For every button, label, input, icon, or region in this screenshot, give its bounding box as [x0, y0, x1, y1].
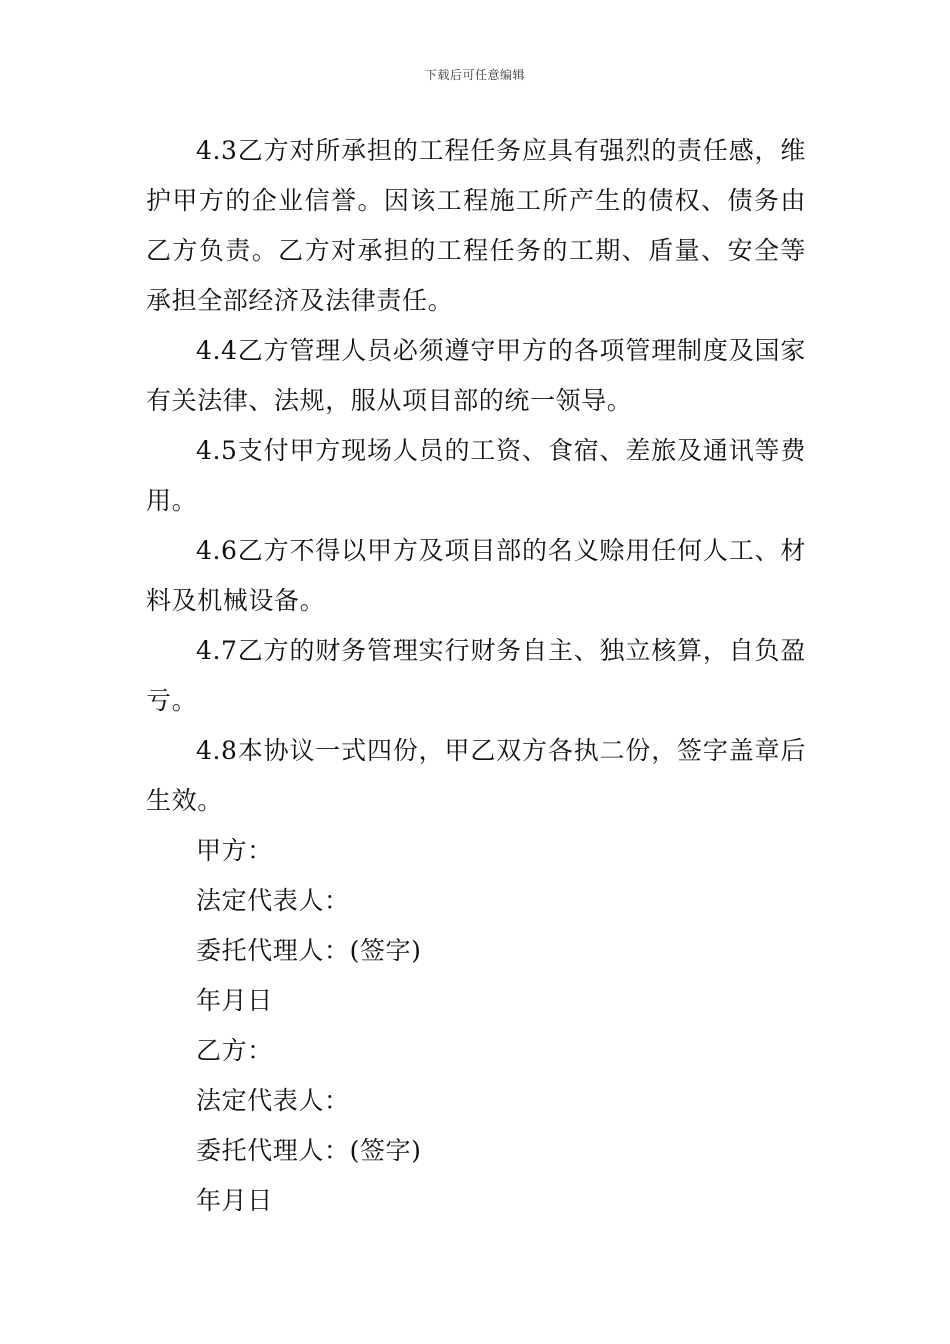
party-b-signature-block — [146, 1026, 806, 1226]
party-b-agent: 委托代理人：(签字) — [196, 1136, 422, 1165]
party-a-legal-rep: 法定代表人： — [196, 886, 350, 915]
clause-4-8: 4.8本协议一式四份，甲乙双方各执二份，签字盖章后生效。 — [146, 736, 806, 815]
party-a-signature-block — [146, 826, 806, 1026]
clause-4-6: 4.6乙方不得以甲方及项目部的名义赊用任何人工、材料及机械设备。 — [146, 536, 806, 615]
party-b-date: 年月日 — [196, 1186, 273, 1215]
party-a-date: 年月日 — [196, 986, 273, 1015]
clause-4-4: 4.4乙方管理人员必须遵守甲方的各项管理制度及国家有关法律、法规，服从项目部的统一领导。 — [146, 336, 806, 415]
party-a-agent: 委托代理人：(签字) — [196, 936, 422, 965]
contract-body — [146, 126, 806, 1226]
header-note: 下载后可任意编辑 — [424, 68, 525, 82]
clause-4-7: 4.7乙方的财务管理实行财务自主、独立核算，自负盈亏。 — [146, 636, 806, 715]
clause-4-3: 4.3乙方对所承担的工程任务应具有强烈的责任感，维护甲方的企业信誉。因该工程施工所产生的债权、债务由乙方负责。乙方对承担的工程任务的工期、盾量、安全等承担全部经济及法律责任。 — [146, 136, 806, 315]
party-b-label: 乙方： — [196, 1036, 273, 1065]
party-b-legal-rep: 法定代表人： — [196, 1086, 350, 1115]
party-a-label: 甲方： — [196, 836, 273, 865]
clause-4-5: 4.5支付甲方现场人员的工资、食宿、差旅及通讯等费用。 — [146, 436, 806, 515]
